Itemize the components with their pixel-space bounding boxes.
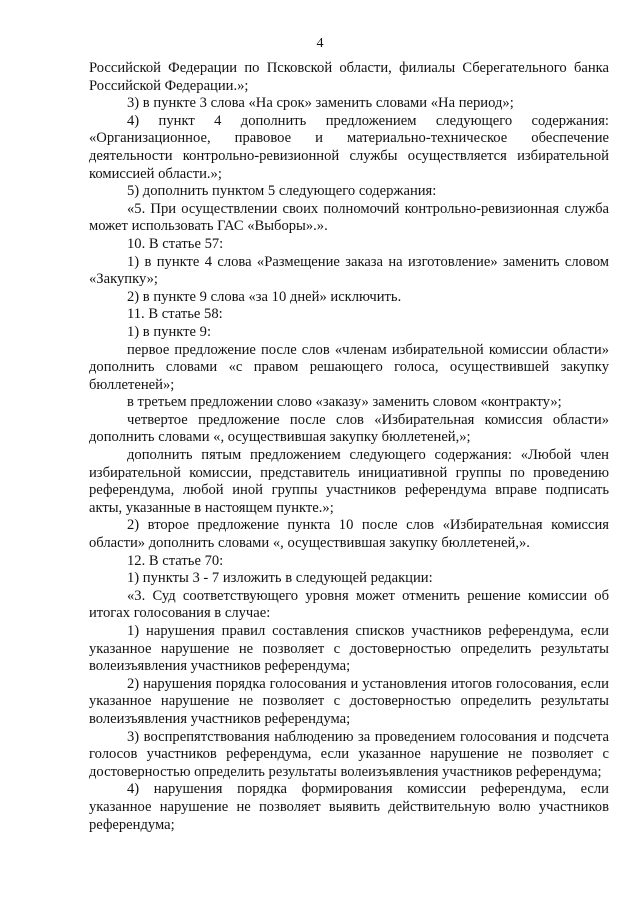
paragraph-19: 1) нарушения правил составления списков участников референдума, если указанное нарушение не позволяет с достоверностью определить результаты волеизъявления участников референдума; [89,623,609,675]
paragraph-18: «3. Суд соответствующего уровня может отменить решение комиссии об итогах голосования в случае: [89,587,609,622]
paragraph-4: 5) дополнить пунктом 5 следующего содержания: [127,183,437,200]
paragraph-5: «5. При осуществлении своих полномочий контрольно-ревизионная служба может использовать ГАС «Выборы».». [89,200,609,235]
paragraph-15: 2) второе предложение пункта 10 после слов «Избирательная комиссия области» дополнить словами «, осуществившая закупку бюллетеней,». [89,517,609,552]
paragraph-17: 1) пункты 3 - 7 изложить в следующей редакции: [127,570,433,587]
paragraph-21: 3) воспрепятствования наблюдению за проведением голосования и подсчета голосов участников референдума, если указанное нарушение не позволяет с достоверностью определить результаты волеизъявления участников референдума; [89,728,609,780]
paragraph-20: 2) нарушения порядка голосования и установления итогов голосования, если указанное нарушение не позволяет с достоверностью определить результаты волеизъявления участников референдума; [89,675,609,727]
paragraph-9: 11. В статье 58: [127,306,223,323]
paragraph-8: 2) в пункте 9 слова «за 10 дней» исключить. [127,288,402,305]
document-body [89,60,609,834]
paragraph-11: первое предложение после слов «членам избирательной комиссии области» дополнить словами «с правом решающего голоса, осуществившей закупку бюллетеней»; [89,341,609,393]
paragraph-10: 1) в пункте 9: [127,323,212,340]
paragraph-16: 12. В статье 70: [127,552,224,569]
paragraph-12: в третьем предложении слово «заказу» заменить словом «контракту»; [127,394,562,411]
paragraph-7: 1) в пункте 4 слова «Размещение заказа на изготовление» заменить словом «Закупку»; [89,253,609,288]
paragraph-13: четвертое предложение после слов «Избирательная комиссия области» дополнить словами «, осуществившая закупку бюллетеней,»; [89,411,609,446]
paragraph-3: 4) пункт 4 дополнить предложением следующего содержания: «Организационное, правовое и материально-техническое обеспечение деятельности контрольно-ревизионной службы осуществляется избирательной комиссией области.»; [89,112,609,182]
paragraph-1: Российской Федерации по Псковской области, филиалы Сберегательного банка Российской Федерации.»; [89,60,609,94]
paragraph-2: 3) в пункте 3 слова «На срок» заменить словами «На период»; [127,95,514,112]
paragraph-14: дополнить пятым предложением следующего содержания: «Любой член избирательной комиссии, представитель инициативной группы по проведению референдума, любой иной группы участников референдума вправе подписать акты, указанные в настоящем пункте.»; [89,447,609,516]
page-number: 4 [316,36,324,51]
paragraph-6: 10. В статье 57: [127,235,224,252]
paragraph-22: 4) нарушения порядка формирования комиссии референдума, если указанное нарушение не позволяет выявить действительную волю участников референдума; [89,781,609,833]
